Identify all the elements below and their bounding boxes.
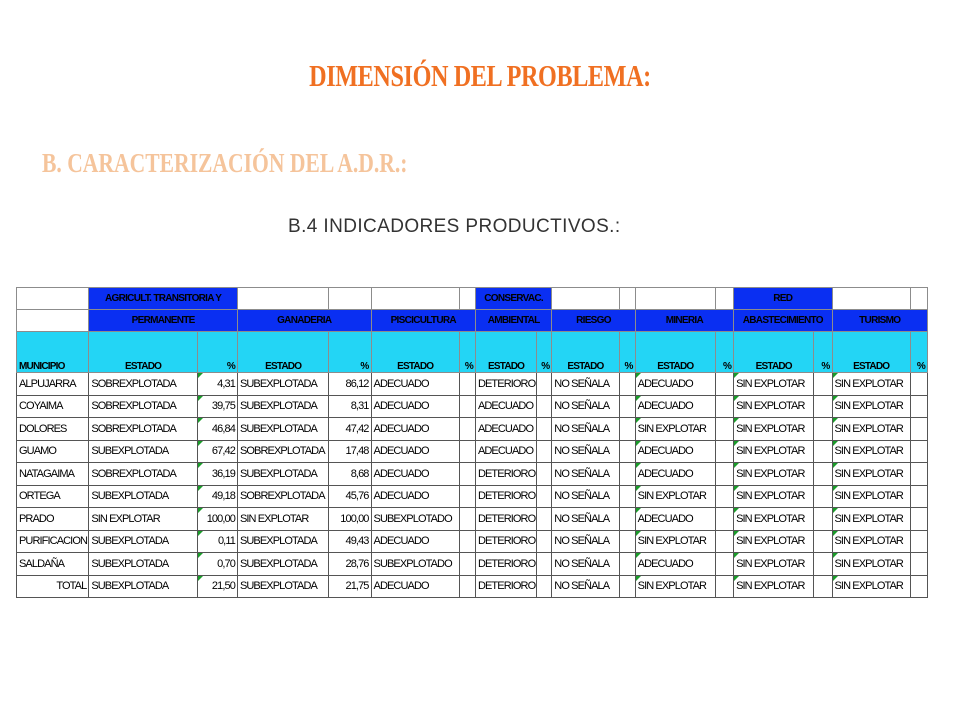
cell-turismo-estado: SIN EXPLOTAR bbox=[832, 553, 910, 576]
cell-piscicultura-estado: ADECUADO bbox=[371, 373, 459, 396]
table-row bbox=[17, 530, 928, 553]
cell-agricultura-pct: 36,19 bbox=[197, 463, 237, 486]
header-pct: % bbox=[197, 332, 237, 373]
header-row-3 bbox=[17, 332, 928, 373]
cell-mineria-estado: SIN EXPLOTAR bbox=[635, 530, 715, 553]
cell-turismo-pct bbox=[910, 440, 927, 463]
cell-riesgo-estado: NO SEÑALA bbox=[552, 440, 619, 463]
cell-piscicultura-estado: ADECUADO bbox=[371, 575, 459, 598]
cell-conservacion-estado: DETERIORO bbox=[475, 485, 536, 508]
cell-riesgo-estado: NO SEÑALA bbox=[552, 530, 619, 553]
header-row-2 bbox=[17, 310, 928, 332]
cell-turismo-estado: SIN EXPLOTAR bbox=[832, 440, 910, 463]
header-municipio: MUNICIPIO bbox=[17, 332, 89, 373]
cell-mineria-estado: ADECUADO bbox=[635, 463, 715, 486]
cell-mineria-estado: ADECUADO bbox=[635, 553, 715, 576]
table-row bbox=[17, 575, 928, 598]
cell-piscicultura-pct bbox=[459, 575, 475, 598]
header-red-line2: ABASTECIMIENTO bbox=[734, 310, 832, 332]
cell-ganaderia-estado: SOBREXPLOTADA bbox=[237, 485, 328, 508]
section-subtitle: B. CARACTERIZACIÓN DEL A.D.R.: bbox=[42, 148, 408, 178]
cell-riesgo-pct bbox=[619, 373, 635, 396]
cell-conservacion-pct bbox=[537, 575, 552, 598]
cell-red-pct bbox=[814, 440, 832, 463]
cell-conservacion-estado: ADECUADO bbox=[475, 395, 536, 418]
cell-agricultura-pct: 0,70 bbox=[197, 553, 237, 576]
cell-conservacion-estado: ADECUADO bbox=[475, 418, 536, 441]
cell-ganaderia-estado: SUBEXPLOTADA bbox=[237, 575, 328, 598]
cell-mineria-estado: SIN EXPLOTAR bbox=[635, 575, 715, 598]
cell-mineria-pct bbox=[715, 485, 733, 508]
cell-red-estado: SIN EXPLOTAR bbox=[734, 463, 814, 486]
cell-turismo-pct bbox=[910, 575, 927, 598]
header-pct: % bbox=[537, 332, 552, 373]
cell-ganaderia-pct: 100,00 bbox=[329, 508, 371, 531]
cell-piscicultura-pct bbox=[459, 373, 475, 396]
cell-turismo-estado: SIN EXPLOTAR bbox=[832, 508, 910, 531]
cell-ganaderia-estado: SIN EXPLOTAR bbox=[237, 508, 328, 531]
cell-mineria-pct bbox=[715, 418, 733, 441]
cell-conservacion-estado: DETERIORO bbox=[475, 463, 536, 486]
cell-municipio: COYAIMA bbox=[17, 395, 89, 418]
cell-agricultura-estado: SUBEXPLOTADA bbox=[89, 530, 197, 553]
cell-conservacion-estado: ADECUADO bbox=[475, 440, 536, 463]
cell-agricultura-pct: 21,50 bbox=[197, 575, 237, 598]
cell-riesgo-estado: NO SEÑALA bbox=[552, 418, 619, 441]
header-row-1 bbox=[17, 288, 928, 310]
cell-conservacion-pct bbox=[537, 373, 552, 396]
header-pct: % bbox=[459, 332, 475, 373]
cell-red-pct bbox=[814, 395, 832, 418]
cell-piscicultura-estado: ADECUADO bbox=[371, 485, 459, 508]
cell-agricultura-estado: SUBEXPLOTADA bbox=[89, 553, 197, 576]
indicators-table bbox=[16, 287, 928, 598]
cell-red-pct bbox=[814, 508, 832, 531]
cell-ganaderia-pct: 8,68 bbox=[329, 463, 371, 486]
cell-riesgo-estado: NO SEÑALA bbox=[552, 485, 619, 508]
cell-conservacion-pct bbox=[537, 553, 552, 576]
cell-riesgo-estado: NO SEÑALA bbox=[552, 463, 619, 486]
header-conservacion-line1: CONSERVAC. bbox=[475, 288, 551, 310]
cell-conservacion-pct bbox=[537, 485, 552, 508]
cell-riesgo-pct bbox=[619, 418, 635, 441]
cell-riesgo-estado: NO SEÑALA bbox=[552, 553, 619, 576]
cell-municipio: DOLORES bbox=[17, 418, 89, 441]
header-ganaderia: GANADERIA bbox=[237, 310, 371, 332]
cell-ganaderia-estado: SUBEXPLOTADA bbox=[237, 373, 328, 396]
cell-ganaderia-pct: 86,12 bbox=[329, 373, 371, 396]
page-title: DIMENSIÓN DEL PROBLEMA: bbox=[309, 58, 651, 93]
cell-agricultura-estado: SUBEXPLOTADA bbox=[89, 485, 197, 508]
cell-red-estado: SIN EXPLOTAR bbox=[734, 553, 814, 576]
cell-piscicultura-pct bbox=[459, 508, 475, 531]
cell-ganaderia-pct: 47,42 bbox=[329, 418, 371, 441]
cell-turismo-pct bbox=[910, 530, 927, 553]
header-red-line1: RED bbox=[734, 288, 832, 310]
cell-mineria-estado: ADECUADO bbox=[635, 373, 715, 396]
cell-red-pct bbox=[814, 485, 832, 508]
cell-municipio: GUAMO bbox=[17, 440, 89, 463]
header-estado: ESTADO bbox=[832, 332, 910, 373]
header-pct: % bbox=[329, 332, 371, 373]
cell-piscicultura-pct bbox=[459, 440, 475, 463]
cell-ganaderia-pct: 8,31 bbox=[329, 395, 371, 418]
cell-riesgo-pct bbox=[619, 553, 635, 576]
cell-piscicultura-estado: ADECUADO bbox=[371, 463, 459, 486]
cell-agricultura-estado: SOBREXPLOTADA bbox=[89, 418, 197, 441]
cell-mineria-pct bbox=[715, 553, 733, 576]
cell-riesgo-pct bbox=[619, 530, 635, 553]
header-cell bbox=[459, 288, 475, 310]
cell-agricultura-estado: SIN EXPLOTAR bbox=[89, 508, 197, 531]
cell-riesgo-estado: NO SEÑALA bbox=[552, 508, 619, 531]
cell-mineria-estado: ADECUADO bbox=[635, 395, 715, 418]
cell-red-pct bbox=[814, 530, 832, 553]
cell-riesgo-pct bbox=[619, 395, 635, 418]
table-row bbox=[17, 485, 928, 508]
header-cell bbox=[329, 288, 371, 310]
cell-conservacion-pct bbox=[537, 440, 552, 463]
header-turismo: TURISMO bbox=[832, 310, 928, 332]
cell-piscicultura-estado: ADECUADO bbox=[371, 530, 459, 553]
header-cell bbox=[715, 288, 733, 310]
cell-ganaderia-pct: 21,75 bbox=[329, 575, 371, 598]
cell-turismo-estado: SIN EXPLOTAR bbox=[832, 485, 910, 508]
cell-municipio: SALDAÑA bbox=[17, 553, 89, 576]
cell-municipio: PURIFICACION bbox=[17, 530, 89, 553]
cell-piscicultura-estado: ADECUADO bbox=[371, 395, 459, 418]
cell-agricultura-pct: 67,42 bbox=[197, 440, 237, 463]
cell-mineria-estado: ADECUADO bbox=[635, 440, 715, 463]
header-cell bbox=[237, 288, 328, 310]
cell-municipio: PRADO bbox=[17, 508, 89, 531]
cell-agricultura-estado: SOBREXPLOTADA bbox=[89, 463, 197, 486]
table-row bbox=[17, 463, 928, 486]
cell-riesgo-pct bbox=[619, 508, 635, 531]
cell-turismo-estado: SIN EXPLOTAR bbox=[832, 395, 910, 418]
cell-municipio: ALPUJARRA bbox=[17, 373, 89, 396]
cell-red-pct bbox=[814, 463, 832, 486]
table-row bbox=[17, 508, 928, 531]
cell-conservacion-estado: DETERIORO bbox=[475, 508, 536, 531]
cell-mineria-pct bbox=[715, 373, 733, 396]
cell-red-estado: SIN EXPLOTAR bbox=[734, 373, 814, 396]
cell-piscicultura-estado: ADECUADO bbox=[371, 418, 459, 441]
table-row bbox=[17, 440, 928, 463]
header-estado: ESTADO bbox=[89, 332, 197, 373]
header-piscicultura: PISCICULTURA bbox=[371, 310, 475, 332]
cell-conservacion-pct bbox=[537, 463, 552, 486]
cell-piscicultura-estado: SUBEXPLOTADO bbox=[371, 553, 459, 576]
cell-ganaderia-estado: SUBEXPLOTADA bbox=[237, 530, 328, 553]
cell-ganaderia-estado: SUBEXPLOTADA bbox=[237, 395, 328, 418]
cell-red-estado: SIN EXPLOTAR bbox=[734, 530, 814, 553]
cell-mineria-estado: ADECUADO bbox=[635, 508, 715, 531]
cell-agricultura-pct: 4,31 bbox=[197, 373, 237, 396]
header-estado: ESTADO bbox=[371, 332, 459, 373]
cell-red-pct bbox=[814, 373, 832, 396]
cell-mineria-estado: SIN EXPLOTAR bbox=[635, 418, 715, 441]
header-cell bbox=[17, 288, 89, 310]
cell-turismo-estado: SIN EXPLOTAR bbox=[832, 463, 910, 486]
header-cell bbox=[832, 288, 910, 310]
cell-turismo-pct bbox=[910, 418, 927, 441]
header-estado: ESTADO bbox=[552, 332, 619, 373]
header-cell bbox=[910, 288, 927, 310]
cell-turismo-pct bbox=[910, 373, 927, 396]
cell-conservacion-estado: DETERIORO bbox=[475, 373, 536, 396]
cell-ganaderia-pct: 49,43 bbox=[329, 530, 371, 553]
cell-ganaderia-estado: SOBREXPLOTADA bbox=[237, 440, 328, 463]
header-agricultura-line1: AGRICULT. TRANSITORIA Y bbox=[89, 288, 238, 310]
cell-municipio: ORTEGA bbox=[17, 485, 89, 508]
cell-riesgo-pct bbox=[619, 485, 635, 508]
cell-mineria-pct bbox=[715, 530, 733, 553]
table-row bbox=[17, 418, 928, 441]
header-estado: ESTADO bbox=[237, 332, 328, 373]
cell-mineria-pct bbox=[715, 508, 733, 531]
cell-conservacion-estado: DETERIORO bbox=[475, 530, 536, 553]
cell-riesgo-pct bbox=[619, 440, 635, 463]
cell-ganaderia-estado: SUBEXPLOTADA bbox=[237, 553, 328, 576]
cell-piscicultura-pct bbox=[459, 530, 475, 553]
cell-mineria-pct bbox=[715, 575, 733, 598]
cell-piscicultura-pct bbox=[459, 418, 475, 441]
cell-piscicultura-estado: SUBEXPLOTADO bbox=[371, 508, 459, 531]
cell-agricultura-estado: SUBEXPLOTADA bbox=[89, 440, 197, 463]
cell-conservacion-pct bbox=[537, 395, 552, 418]
cell-riesgo-estado: NO SEÑALA bbox=[552, 395, 619, 418]
cell-riesgo-pct bbox=[619, 463, 635, 486]
cell-riesgo-estado: NO SEÑALA bbox=[552, 575, 619, 598]
header-cell bbox=[552, 288, 619, 310]
cell-ganaderia-estado: SUBEXPLOTADA bbox=[237, 463, 328, 486]
cell-municipio: NATAGAIMA bbox=[17, 463, 89, 486]
cell-riesgo-estado: NO SEÑALA bbox=[552, 373, 619, 396]
header-mineria: MINERIA bbox=[635, 310, 733, 332]
cell-red-pct bbox=[814, 553, 832, 576]
header-pct: % bbox=[715, 332, 733, 373]
cell-ganaderia-pct: 17,48 bbox=[329, 440, 371, 463]
cell-red-estado: SIN EXPLOTAR bbox=[734, 395, 814, 418]
cell-conservacion-estado: DETERIORO bbox=[475, 575, 536, 598]
header-pct: % bbox=[910, 332, 927, 373]
cell-piscicultura-pct bbox=[459, 485, 475, 508]
cell-turismo-pct bbox=[910, 463, 927, 486]
cell-turismo-pct bbox=[910, 508, 927, 531]
cell-turismo-estado: SIN EXPLOTAR bbox=[832, 575, 910, 598]
cell-agricultura-pct: 46,84 bbox=[197, 418, 237, 441]
header-riesgo: RIESGO bbox=[552, 310, 635, 332]
cell-conservacion-estado: DETERIORO bbox=[475, 553, 536, 576]
header-pct: % bbox=[814, 332, 832, 373]
cell-agricultura-estado: SOBREXPLOTADA bbox=[89, 395, 197, 418]
cell-mineria-estado: SIN EXPLOTAR bbox=[635, 485, 715, 508]
cell-agricultura-pct: 100,00 bbox=[197, 508, 237, 531]
cell-conservacion-pct bbox=[537, 418, 552, 441]
cell-agricultura-pct: 49,18 bbox=[197, 485, 237, 508]
cell-red-estado: SIN EXPLOTAR bbox=[734, 485, 814, 508]
section-heading: B.4 INDICADORES PRODUCTIVOS.: bbox=[288, 216, 621, 237]
header-estado: ESTADO bbox=[635, 332, 715, 373]
cell-turismo-estado: SIN EXPLOTAR bbox=[832, 530, 910, 553]
header-cell bbox=[635, 288, 715, 310]
cell-red-pct bbox=[814, 418, 832, 441]
header-cell bbox=[619, 288, 635, 310]
cell-turismo-pct bbox=[910, 485, 927, 508]
cell-mineria-pct bbox=[715, 463, 733, 486]
cell-red-estado: SIN EXPLOTAR bbox=[734, 575, 814, 598]
cell-red-estado: SIN EXPLOTAR bbox=[734, 508, 814, 531]
header-agricultura-line2: PERMANENTE bbox=[89, 310, 238, 332]
table-row bbox=[17, 395, 928, 418]
table-row bbox=[17, 373, 928, 396]
cell-turismo-pct bbox=[910, 395, 927, 418]
header-cell bbox=[17, 310, 89, 332]
table-body bbox=[17, 373, 928, 598]
cell-red-estado: SIN EXPLOTAR bbox=[734, 440, 814, 463]
cell-ganaderia-estado: SUBEXPLOTADA bbox=[237, 418, 328, 441]
header-conservacion-line2: AMBIENTAL bbox=[475, 310, 551, 332]
cell-agricultura-estado: SOBREXPLOTADA bbox=[89, 373, 197, 396]
header-estado: ESTADO bbox=[734, 332, 814, 373]
cell-red-estado: SIN EXPLOTAR bbox=[734, 418, 814, 441]
cell-agricultura-estado: SUBEXPLOTADA bbox=[89, 575, 197, 598]
cell-conservacion-pct bbox=[537, 508, 552, 531]
cell-agricultura-pct: 39,75 bbox=[197, 395, 237, 418]
cell-piscicultura-pct bbox=[459, 463, 475, 486]
cell-agricultura-pct: 0,11 bbox=[197, 530, 237, 553]
cell-ganaderia-pct: 45,76 bbox=[329, 485, 371, 508]
table-row bbox=[17, 553, 928, 576]
cell-red-pct bbox=[814, 575, 832, 598]
cell-turismo-estado: SIN EXPLOTAR bbox=[832, 373, 910, 396]
cell-piscicultura-pct bbox=[459, 395, 475, 418]
cell-piscicultura-pct bbox=[459, 553, 475, 576]
cell-turismo-pct bbox=[910, 553, 927, 576]
cell-mineria-pct bbox=[715, 440, 733, 463]
cell-mineria-pct bbox=[715, 395, 733, 418]
header-pct: % bbox=[619, 332, 635, 373]
cell-piscicultura-estado: ADECUADO bbox=[371, 440, 459, 463]
cell-ganaderia-pct: 28,76 bbox=[329, 553, 371, 576]
cell-municipio: TOTAL bbox=[17, 575, 89, 598]
cell-riesgo-pct bbox=[619, 575, 635, 598]
header-estado: ESTADO bbox=[475, 332, 536, 373]
cell-turismo-estado: SIN EXPLOTAR bbox=[832, 418, 910, 441]
header-cell bbox=[371, 288, 459, 310]
cell-conservacion-pct bbox=[537, 530, 552, 553]
